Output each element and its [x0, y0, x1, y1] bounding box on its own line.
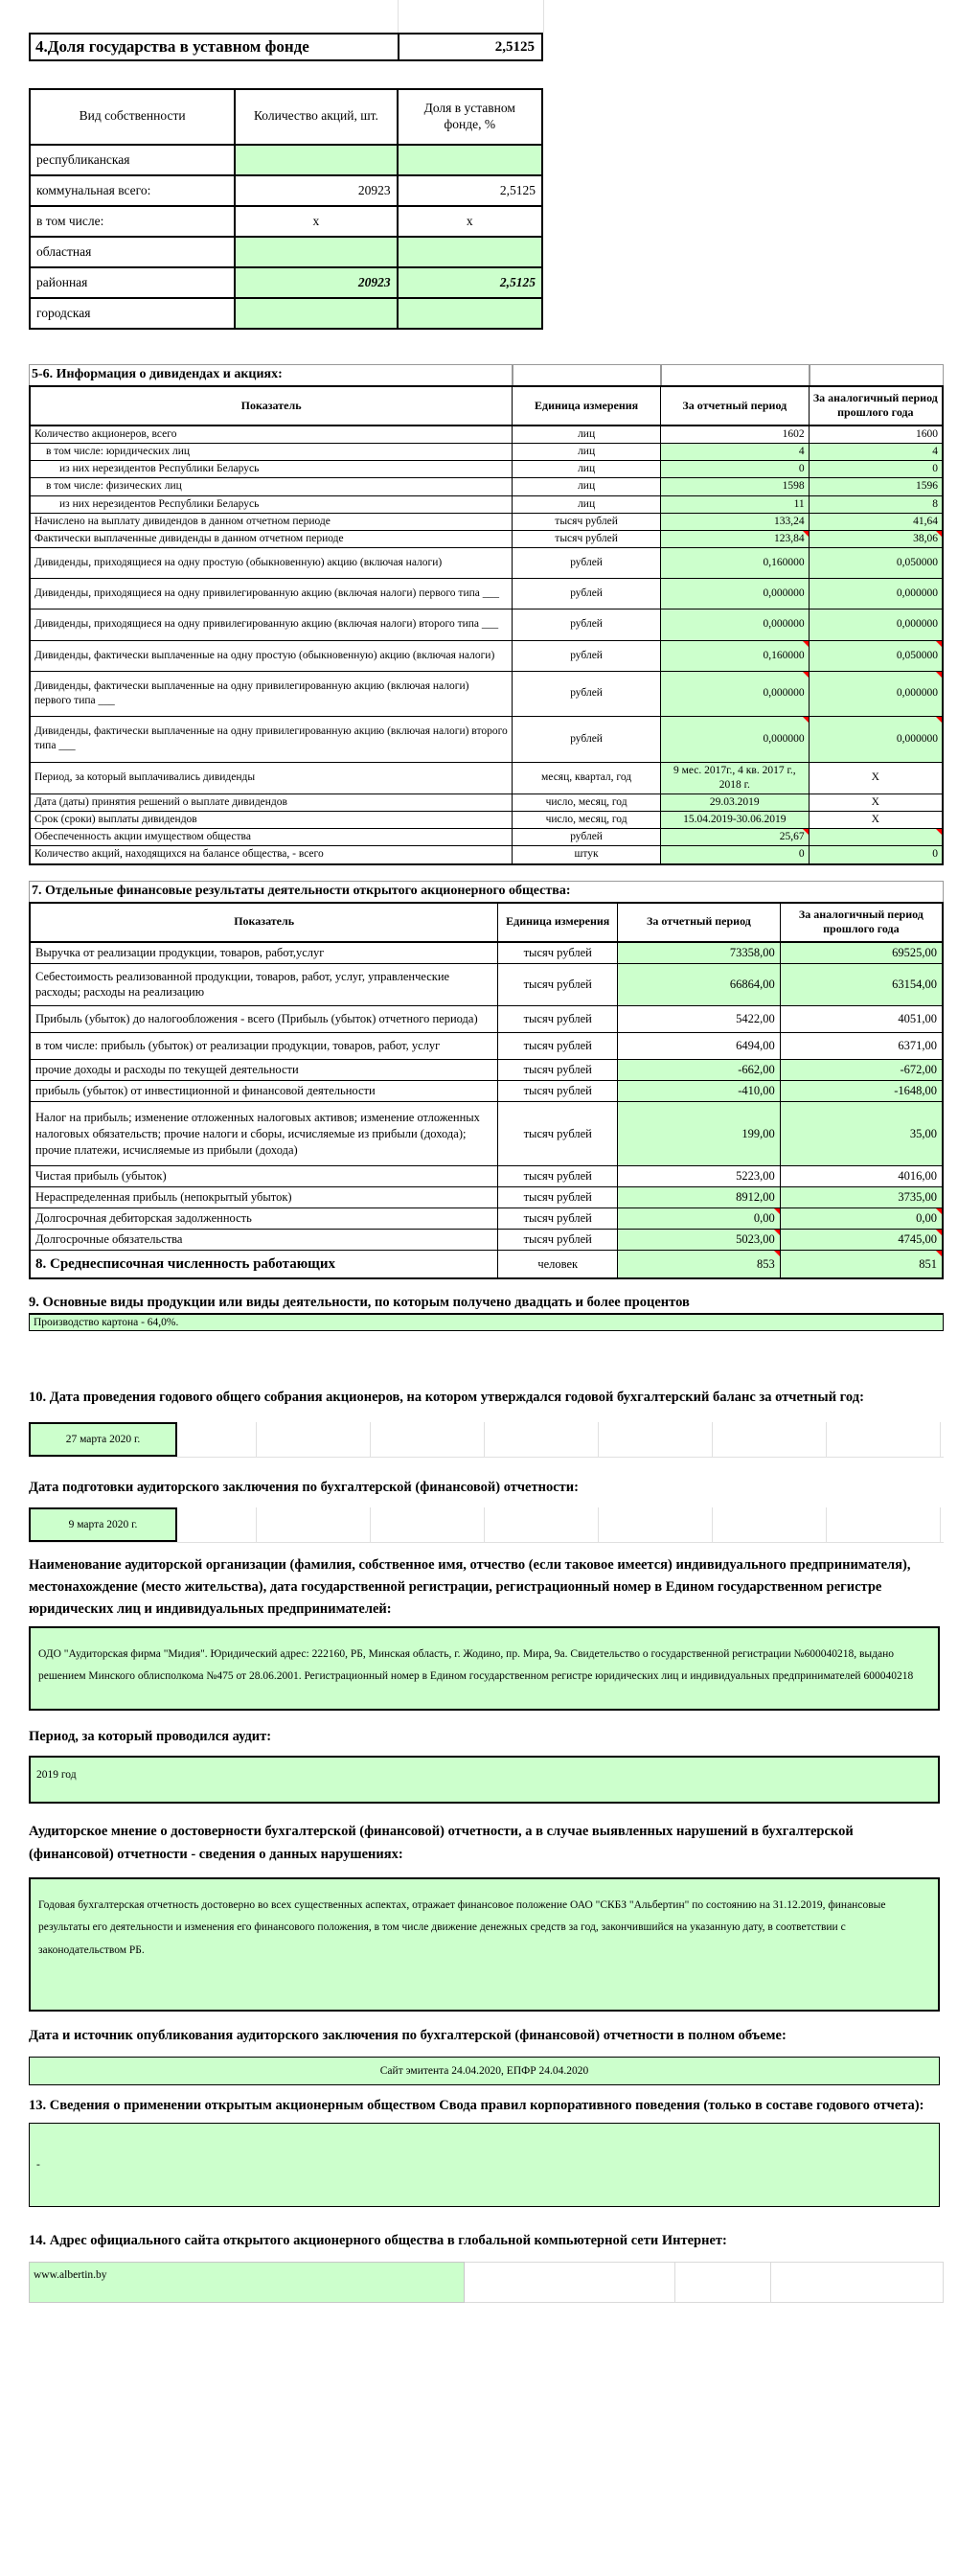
value-share-percent: x — [398, 206, 542, 237]
ghost-cell — [465, 2262, 675, 2303]
value-current-period: 1602 — [660, 426, 809, 444]
value-share-count — [235, 298, 397, 329]
value-current-period: 5223,00 — [618, 1166, 781, 1187]
value-prior-period: Х — [809, 762, 943, 794]
row-unit: число, месяц, год — [513, 812, 661, 829]
table-row — [30, 34, 542, 60]
value-prior-period: 8 — [809, 495, 943, 513]
row-label: Дивиденды, приходящиеся на одну привилегированную акцию (включая налоги) второго типа ___ — [30, 610, 513, 640]
section4-title-value: 2,5125 — [399, 34, 542, 60]
col-header-share-percent: Доля в уставном фонде, % — [398, 89, 542, 145]
table-row — [30, 461, 943, 478]
row-label: Дата (даты) принятия решений о выплате дивидендов — [30, 794, 513, 811]
table-row — [30, 640, 943, 671]
table-row — [30, 513, 943, 530]
section9-heading: 9. Основные виды продукции или виды деятельности, по которым получено двадцать и более процентов — [29, 1295, 690, 1311]
section56-caption-row — [29, 364, 944, 385]
value-prior-period: 0,00 — [780, 1208, 943, 1230]
table-row — [30, 237, 542, 267]
value-current-period: 0,00 — [618, 1208, 781, 1230]
table-row — [30, 444, 943, 461]
table-row — [30, 1033, 943, 1060]
value-current-period: 4 — [660, 444, 809, 461]
website-cell: www.albertin.by — [29, 2262, 465, 2303]
value-share-count — [235, 145, 397, 175]
value-prior-period: 4 — [809, 444, 943, 461]
table-row — [30, 495, 943, 513]
row-unit: человек — [498, 1250, 618, 1278]
section7-table — [29, 902, 944, 1280]
table-header-row — [30, 386, 943, 426]
row-unit: рублей — [513, 717, 661, 762]
table-row — [30, 530, 943, 547]
section4-title: 4.Доля государства в уставном фонде — [30, 34, 399, 60]
value-current-period: 0,000000 — [660, 717, 809, 762]
value-prior-period: 851 — [780, 1250, 943, 1278]
value-current-period: 0,000000 — [660, 579, 809, 610]
row-unit: тысяч рублей — [498, 1006, 618, 1033]
row-label: в том числе: — [30, 206, 235, 237]
row-label: Дивиденды, фактически выплаченные на одну привилегированную акцию (включая налоги) второго типа ___ — [30, 717, 513, 762]
table-row — [30, 1250, 943, 1278]
section9-value: Производство картона - 64,0%. — [29, 1313, 944, 1331]
row-label: районная — [30, 267, 235, 298]
table-row — [30, 942, 943, 963]
row-label: Дивиденды, приходящиеся на одну привилегированную акцию (включая налоги) первого типа ___ — [30, 579, 513, 610]
row-label: Нераспределенная прибыль (непокрытый убыток) — [30, 1187, 498, 1208]
table-row — [30, 610, 943, 640]
col-header-ownership-type: Вид собственности — [30, 89, 235, 145]
value-current-period: 15.04.2019-30.06.2019 — [660, 812, 809, 829]
col-header-prior-period: За аналогичный период прошлого года — [809, 386, 943, 426]
table-row — [30, 1101, 943, 1166]
row-label: Дивиденды, фактически выплаченные на одну привилегированную акцию (включая налоги) первого типа ___ — [30, 671, 513, 716]
row-unit: лиц — [513, 478, 661, 495]
row-label: Себестоимость реализованной продукции, товаров, работ, услуг, управленческие расходы; расходы на реализацию — [30, 963, 498, 1006]
row-unit: тысяч рублей — [513, 530, 661, 547]
section13-heading: 13. Сведения о применении открытым акционерным обществом Свода правил корпоративного поведения (только в составе годового отчета): — [29, 2097, 924, 2113]
table-row — [30, 762, 943, 794]
value-current-period: 66864,00 — [618, 963, 781, 1006]
table-row — [30, 846, 943, 864]
row-label: из них нерезидентов Республики Беларусь — [30, 461, 513, 478]
value-prior-period: -1648,00 — [780, 1080, 943, 1101]
row-unit: тысяч рублей — [498, 1230, 618, 1251]
section56-table — [29, 385, 944, 865]
row-label: коммунальная всего: — [30, 175, 235, 206]
row-unit: тысяч рублей — [498, 1187, 618, 1208]
col-header-indicator: Показатель — [30, 386, 513, 426]
value-prior-period: 4016,00 — [780, 1166, 943, 1187]
value-current-period: 0 — [660, 846, 809, 864]
value-current-period: 11 — [660, 495, 809, 513]
row-label: в том числе: физических лиц — [30, 478, 513, 495]
col-header-current-period: За отчетный период — [660, 386, 809, 426]
section13-cell: - — [29, 2123, 940, 2207]
row-unit: тысяч рублей — [498, 942, 618, 963]
row-unit: тысяч рублей — [498, 1166, 618, 1187]
row-label: 8. Среднесписочная численность работающих — [30, 1250, 498, 1278]
value-current-period: -410,00 — [618, 1080, 781, 1101]
table-row — [30, 1006, 943, 1033]
table-row — [30, 717, 943, 762]
row-label: Фактически выплаченные дивиденды в данном отчетном периоде — [30, 530, 513, 547]
value-current-period: 123,84 — [660, 530, 809, 547]
auditor-heading: Наименование аудиторской организации (фамилия, собственное имя, отчество (если таковое имеется) индивидуального предпринимателя), местонахождение (место жительства), дата государственной регистрации, регистрационный номер в Едином государственном регистре юридических лиц и индивидуальных предпринимателей: — [29, 1556, 911, 1617]
value-prior-period: 0,000000 — [809, 717, 943, 762]
table-row — [30, 145, 542, 175]
row-unit: тысяч рублей — [498, 1080, 618, 1101]
value-current-period: 0,160000 — [660, 640, 809, 671]
value-prior-period: 4745,00 — [780, 1230, 943, 1251]
row-label: Обеспеченность акции имуществом общества — [30, 829, 513, 846]
table-row — [30, 298, 542, 329]
publication-cell: Сайт эмитента 24.04.2020, ЕПФР 24.04.2020 — [29, 2057, 940, 2085]
table-row — [30, 963, 943, 1006]
grid-strip — [29, 1422, 944, 1458]
value-current-period: 1598 — [660, 478, 809, 495]
ghost-cell — [661, 364, 810, 385]
section56-title: 5-6. Информация о дивидендах и акциях: — [29, 364, 513, 385]
row-unit: лиц — [513, 444, 661, 461]
row-unit: тысяч рублей — [513, 513, 661, 530]
audit-report-date-cell: 9 марта 2020 г. — [29, 1507, 177, 1542]
ghost-cell — [675, 2262, 771, 2303]
audit-opinion-heading: Аудиторское мнение о достоверности бухгалтерской (финансовой) отчетности, а в случае выявленных нарушений в бухгалтерской (финансовой) отчетности - сведения о данных нарушениях: — [29, 1824, 854, 1862]
value-prior-period: 0,000000 — [809, 610, 943, 640]
value-share-percent — [398, 298, 542, 329]
value-current-period: 29.03.2019 — [660, 794, 809, 811]
row-label: Дивиденды, приходящиеся на одну простую (обыкновенную) акцию (включая налоги) — [30, 548, 513, 579]
row-label: Период, за который выплачивались дивиденды — [30, 762, 513, 794]
row-unit: рублей — [513, 548, 661, 579]
value-current-period: 6494,00 — [618, 1033, 781, 1060]
value-prior-period: 1600 — [809, 426, 943, 444]
value-share-count: 20923 — [235, 267, 397, 298]
gridline — [543, 0, 544, 33]
row-label: республиканская — [30, 145, 235, 175]
row-label: Прибыль (убыток) до налогообложения - всего (Прибыль (убыток) отчетного периода) — [30, 1006, 498, 1033]
value-prior-period: 3735,00 — [780, 1187, 943, 1208]
col-header-indicator: Показатель — [30, 903, 498, 942]
table-row — [30, 1230, 943, 1251]
value-prior-period: 0,050000 — [809, 640, 943, 671]
section4-title-bar — [29, 33, 543, 61]
auditor-info-cell: ОДО "Аудиторская фирма "Мидия". Юридический адрес: 222160, РБ, Минская область, г. Жодино, пр. Мира, 9а. Свидетельство о государственной регистрации №600040218, выдано решением Минского облисполкома №475 от 28.06.2001. Регистрационный номер в Едином государственном регистре юридических лиц и индивидуальных предпринимателей 600040218 — [29, 1626, 940, 1711]
ghost-cell — [513, 364, 661, 385]
value-prior-period: Х — [809, 794, 943, 811]
value-prior-period: 6371,00 — [780, 1033, 943, 1060]
value-current-period: 853 — [618, 1250, 781, 1278]
table-row — [30, 1208, 943, 1230]
table-row — [30, 829, 943, 846]
value-current-period: 0,160000 — [660, 548, 809, 579]
col-header-share-count: Количество акций, шт. — [235, 89, 397, 145]
agm-date-cell: 27 марта 2020 г. — [29, 1422, 177, 1457]
value-prior-period: 0,050000 — [809, 548, 943, 579]
table-row — [30, 579, 943, 610]
row-unit: рублей — [513, 640, 661, 671]
table-row — [30, 1187, 943, 1208]
section4-table — [29, 88, 543, 330]
col-header-unit: Единица измерения — [498, 903, 618, 942]
value-current-period: 133,24 — [660, 513, 809, 530]
value-current-period: 0,000000 — [660, 610, 809, 640]
row-unit: месяц, квартал, год — [513, 762, 661, 794]
value-current-period: 5422,00 — [618, 1006, 781, 1033]
value-share-count — [235, 237, 397, 267]
value-prior-period: 63154,00 — [780, 963, 943, 1006]
row-label: в том числе: прибыль (убыток) от реализации продукции, товаров, работ, услуг — [30, 1033, 498, 1060]
col-header-prior-period: За аналогичный период прошлого года — [780, 903, 943, 942]
value-share-percent: 2,5125 — [398, 175, 542, 206]
value-prior-period: 35,00 — [780, 1101, 943, 1166]
value-current-period: 9 мес. 2017г., 4 кв. 2017 г., 2018 г. — [660, 762, 809, 794]
table-header-row — [30, 903, 943, 942]
publication-heading: Дата и источник опубликования аудиторского заключения по бухгалтерской (финансовой) отчетности в полном объеме: — [29, 2027, 787, 2043]
table-header-row — [30, 89, 542, 145]
row-unit: лиц — [513, 461, 661, 478]
top-grid-strip — [29, 0, 944, 33]
row-unit: рублей — [513, 579, 661, 610]
table-row — [30, 548, 943, 579]
value-share-percent: 2,5125 — [398, 267, 542, 298]
col-header-unit: Единица измерения — [513, 386, 661, 426]
value-share-count: 20923 — [235, 175, 397, 206]
audit-date-heading: Дата подготовки аудиторского заключения по бухгалтерской (финансовой) отчетности: — [29, 1480, 579, 1496]
row-unit: штук — [513, 846, 661, 864]
table-row — [30, 1060, 943, 1081]
row-unit: тысяч рублей — [498, 1208, 618, 1230]
value-current-period: 0,000000 — [660, 671, 809, 716]
row-unit: тысяч рублей — [498, 963, 618, 1006]
value-share-count: x — [235, 206, 397, 237]
value-prior-period: 38,06 — [809, 530, 943, 547]
col-header-current-period: За отчетный период — [618, 903, 781, 942]
row-unit: рублей — [513, 671, 661, 716]
table-row — [30, 1080, 943, 1101]
value-current-period: 5023,00 — [618, 1230, 781, 1251]
section7-caption-row — [29, 881, 944, 902]
table-row — [30, 671, 943, 716]
section10-heading: 10. Дата проведения годового общего собрания акционеров, на котором утверждался годовой бухгалтерский баланс за отчетный год: — [29, 1390, 864, 1406]
row-unit: рублей — [513, 610, 661, 640]
row-label: прибыль (убыток) от инвестиционной и финансовой деятельности — [30, 1080, 498, 1101]
table-row — [30, 206, 542, 237]
ghost-cell — [810, 364, 944, 385]
value-share-percent — [398, 237, 542, 267]
value-prior-period: 0 — [809, 846, 943, 864]
section7-title: 7. Отдельные финансовые результаты деятельности открытого акционерного общества: — [29, 881, 944, 902]
value-current-period: 8912,00 — [618, 1187, 781, 1208]
value-prior-period: 4051,00 — [780, 1006, 943, 1033]
row-label: Налог на прибыль; изменение отложенных налоговых активов; изменение отложенных налоговых обязательств; прочие налоги и сборы, исчисляемые из прибыли (дохода); прочие платежи, исчисляемые из прибыли (дохода) — [30, 1101, 498, 1166]
table-row — [30, 267, 542, 298]
value-prior-period — [809, 829, 943, 846]
row-label: Долгосрочные обязательства — [30, 1230, 498, 1251]
value-current-period: 0 — [660, 461, 809, 478]
gridline — [398, 0, 399, 33]
ghost-cell — [771, 2262, 944, 2303]
audit-period-heading: Период, за который проводился аудит: — [29, 1729, 272, 1745]
row-label: Дивиденды, фактически выплаченные на одну простую (обыкновенную) акцию (включая налоги) — [30, 640, 513, 671]
row-label: Выручка от реализации продукции, товаров, работ,услуг — [30, 942, 498, 963]
value-current-period: 199,00 — [618, 1101, 781, 1166]
row-unit: тысяч рублей — [498, 1101, 618, 1166]
value-share-percent — [398, 145, 542, 175]
section14-heading: 14. Адрес официального сайта открытого акционерного общества в глобальной компьютерной сети Интернет: — [29, 2233, 727, 2249]
row-label: Количество акционеров, всего — [30, 426, 513, 444]
table-row — [30, 426, 943, 444]
row-unit: рублей — [513, 829, 661, 846]
value-current-period: 73358,00 — [618, 942, 781, 963]
row-label: Начислено на выплату дивидендов в данном отчетном периоде — [30, 513, 513, 530]
table-row — [30, 794, 943, 811]
value-current-period: -662,00 — [618, 1060, 781, 1081]
row-unit: лиц — [513, 426, 661, 444]
row-unit: лиц — [513, 495, 661, 513]
value-prior-period: 69525,00 — [780, 942, 943, 963]
value-prior-period: 0,000000 — [809, 579, 943, 610]
value-prior-period: 0,000000 — [809, 671, 943, 716]
row-label: Долгосрочная дебиторская задолженность — [30, 1208, 498, 1230]
row-unit: число, месяц, год — [513, 794, 661, 811]
table-row — [30, 175, 542, 206]
value-prior-period: 1596 — [809, 478, 943, 495]
value-current-period: 25,67 — [660, 829, 809, 846]
row-label: в том числе: юридических лиц — [30, 444, 513, 461]
row-unit: тысяч рублей — [498, 1033, 618, 1060]
row-label: из них нерезидентов Республики Беларусь — [30, 495, 513, 513]
row-label: городская — [30, 298, 235, 329]
value-prior-period: 0 — [809, 461, 943, 478]
section14-row — [29, 2262, 944, 2303]
grid-strip — [29, 1507, 944, 1543]
row-label: прочие доходы и расходы по текущей деятельности — [30, 1060, 498, 1081]
row-unit: тысяч рублей — [498, 1060, 618, 1081]
audit-period-cell: 2019 год — [29, 1756, 940, 1804]
table-row — [30, 478, 943, 495]
value-prior-period: -672,00 — [780, 1060, 943, 1081]
table-row — [30, 812, 943, 829]
row-label: Количество акций, находящихся на балансе общества, - всего — [30, 846, 513, 864]
row-label: Чистая прибыль (убыток) — [30, 1166, 498, 1187]
row-label: областная — [30, 237, 235, 267]
value-prior-period: 41,64 — [809, 513, 943, 530]
row-label: Срок (сроки) выплаты дивидендов — [30, 812, 513, 829]
value-prior-period: Х — [809, 812, 943, 829]
audit-opinion-cell: Годовая бухгалтерская отчетность достоверно во всех существенных аспектах, отражает финансовое положение ОАО "СКБЗ "Альбертин" по состоянию на 31.12.2019, финансовые результаты его деятельности и изменения его финансового положения, в том числе движение денежных средств за год, закончившийся на указанную дату, в соответствии с законодательством РБ. — [29, 1877, 940, 2012]
table-row — [30, 1166, 943, 1187]
